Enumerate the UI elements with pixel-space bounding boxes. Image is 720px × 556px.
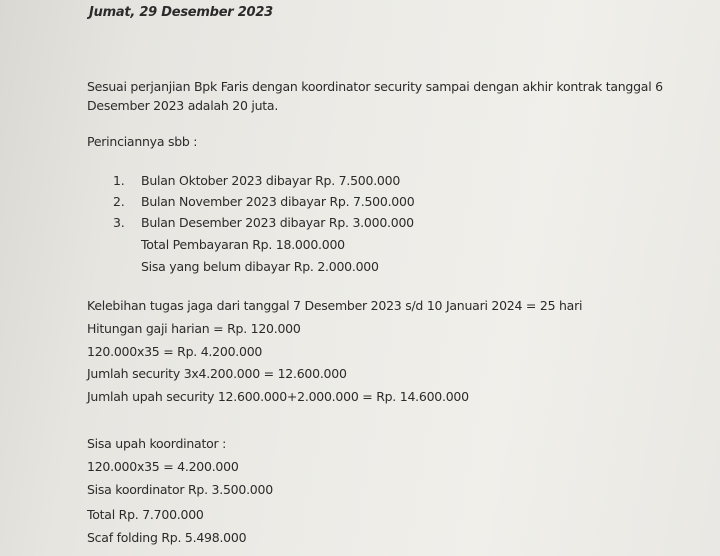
payment-number: 3.	[113, 215, 125, 230]
overtime-line-2: Hitungan gaji harian = Rp. 120.000	[87, 321, 301, 336]
breakdown-heading: Perinciannya sbb :	[87, 134, 198, 149]
overtime-line-1: Kelebihan tugas jaga dari tanggal 7 Desember 2023 s/d 10 Januari 2024 = 25 hari	[87, 298, 583, 313]
payment-text: Bulan Oktober 2023 dibayar Rp. 7.500.000	[141, 173, 401, 188]
total-paid: Total Pembayaran Rp. 18.000.000	[141, 237, 345, 252]
remaining-balance: Sisa yang belum dibayar Rp. 2.000.000	[141, 259, 379, 274]
coordinator-line-2: 120.000x35 = 4.200.000	[87, 459, 239, 474]
coordinator-line-3: Sisa koordinator Rp. 3.500.000	[87, 482, 273, 497]
overtime-line-5: Jumlah upah security 12.600.000+2.000.000 = Rp. 14.600.000	[87, 389, 469, 404]
payment-number: 1.	[113, 173, 125, 188]
overtime-line-3: 120.000x35 = Rp. 4.200.000	[87, 344, 263, 359]
scaffolding-line: Scaf folding Rp. 5.498.000	[87, 530, 247, 545]
payment-text: Bulan November 2023 dibayar Rp. 7.500.000	[141, 194, 415, 209]
intro-line-1: Sesuai perjanjian Bpk Faris dengan koordinator security sampai dengan akhir kontrak tanggal 6	[87, 79, 663, 94]
intro-line-2: Desember 2023 adalah 20 juta.	[87, 98, 279, 113]
payment-text: Bulan Desember 2023 dibayar Rp. 3.000.000	[141, 215, 414, 230]
overtime-line-4: Jumlah security 3x4.200.000 = 12.600.000	[87, 366, 347, 381]
coordinator-total: Total Rp. 7.700.000	[87, 507, 204, 522]
payment-number: 2.	[113, 194, 125, 209]
coordinator-heading: Sisa upah koordinator :	[87, 436, 227, 451]
letter-date: Jumat, 29 Desember 2023	[89, 5, 273, 20]
